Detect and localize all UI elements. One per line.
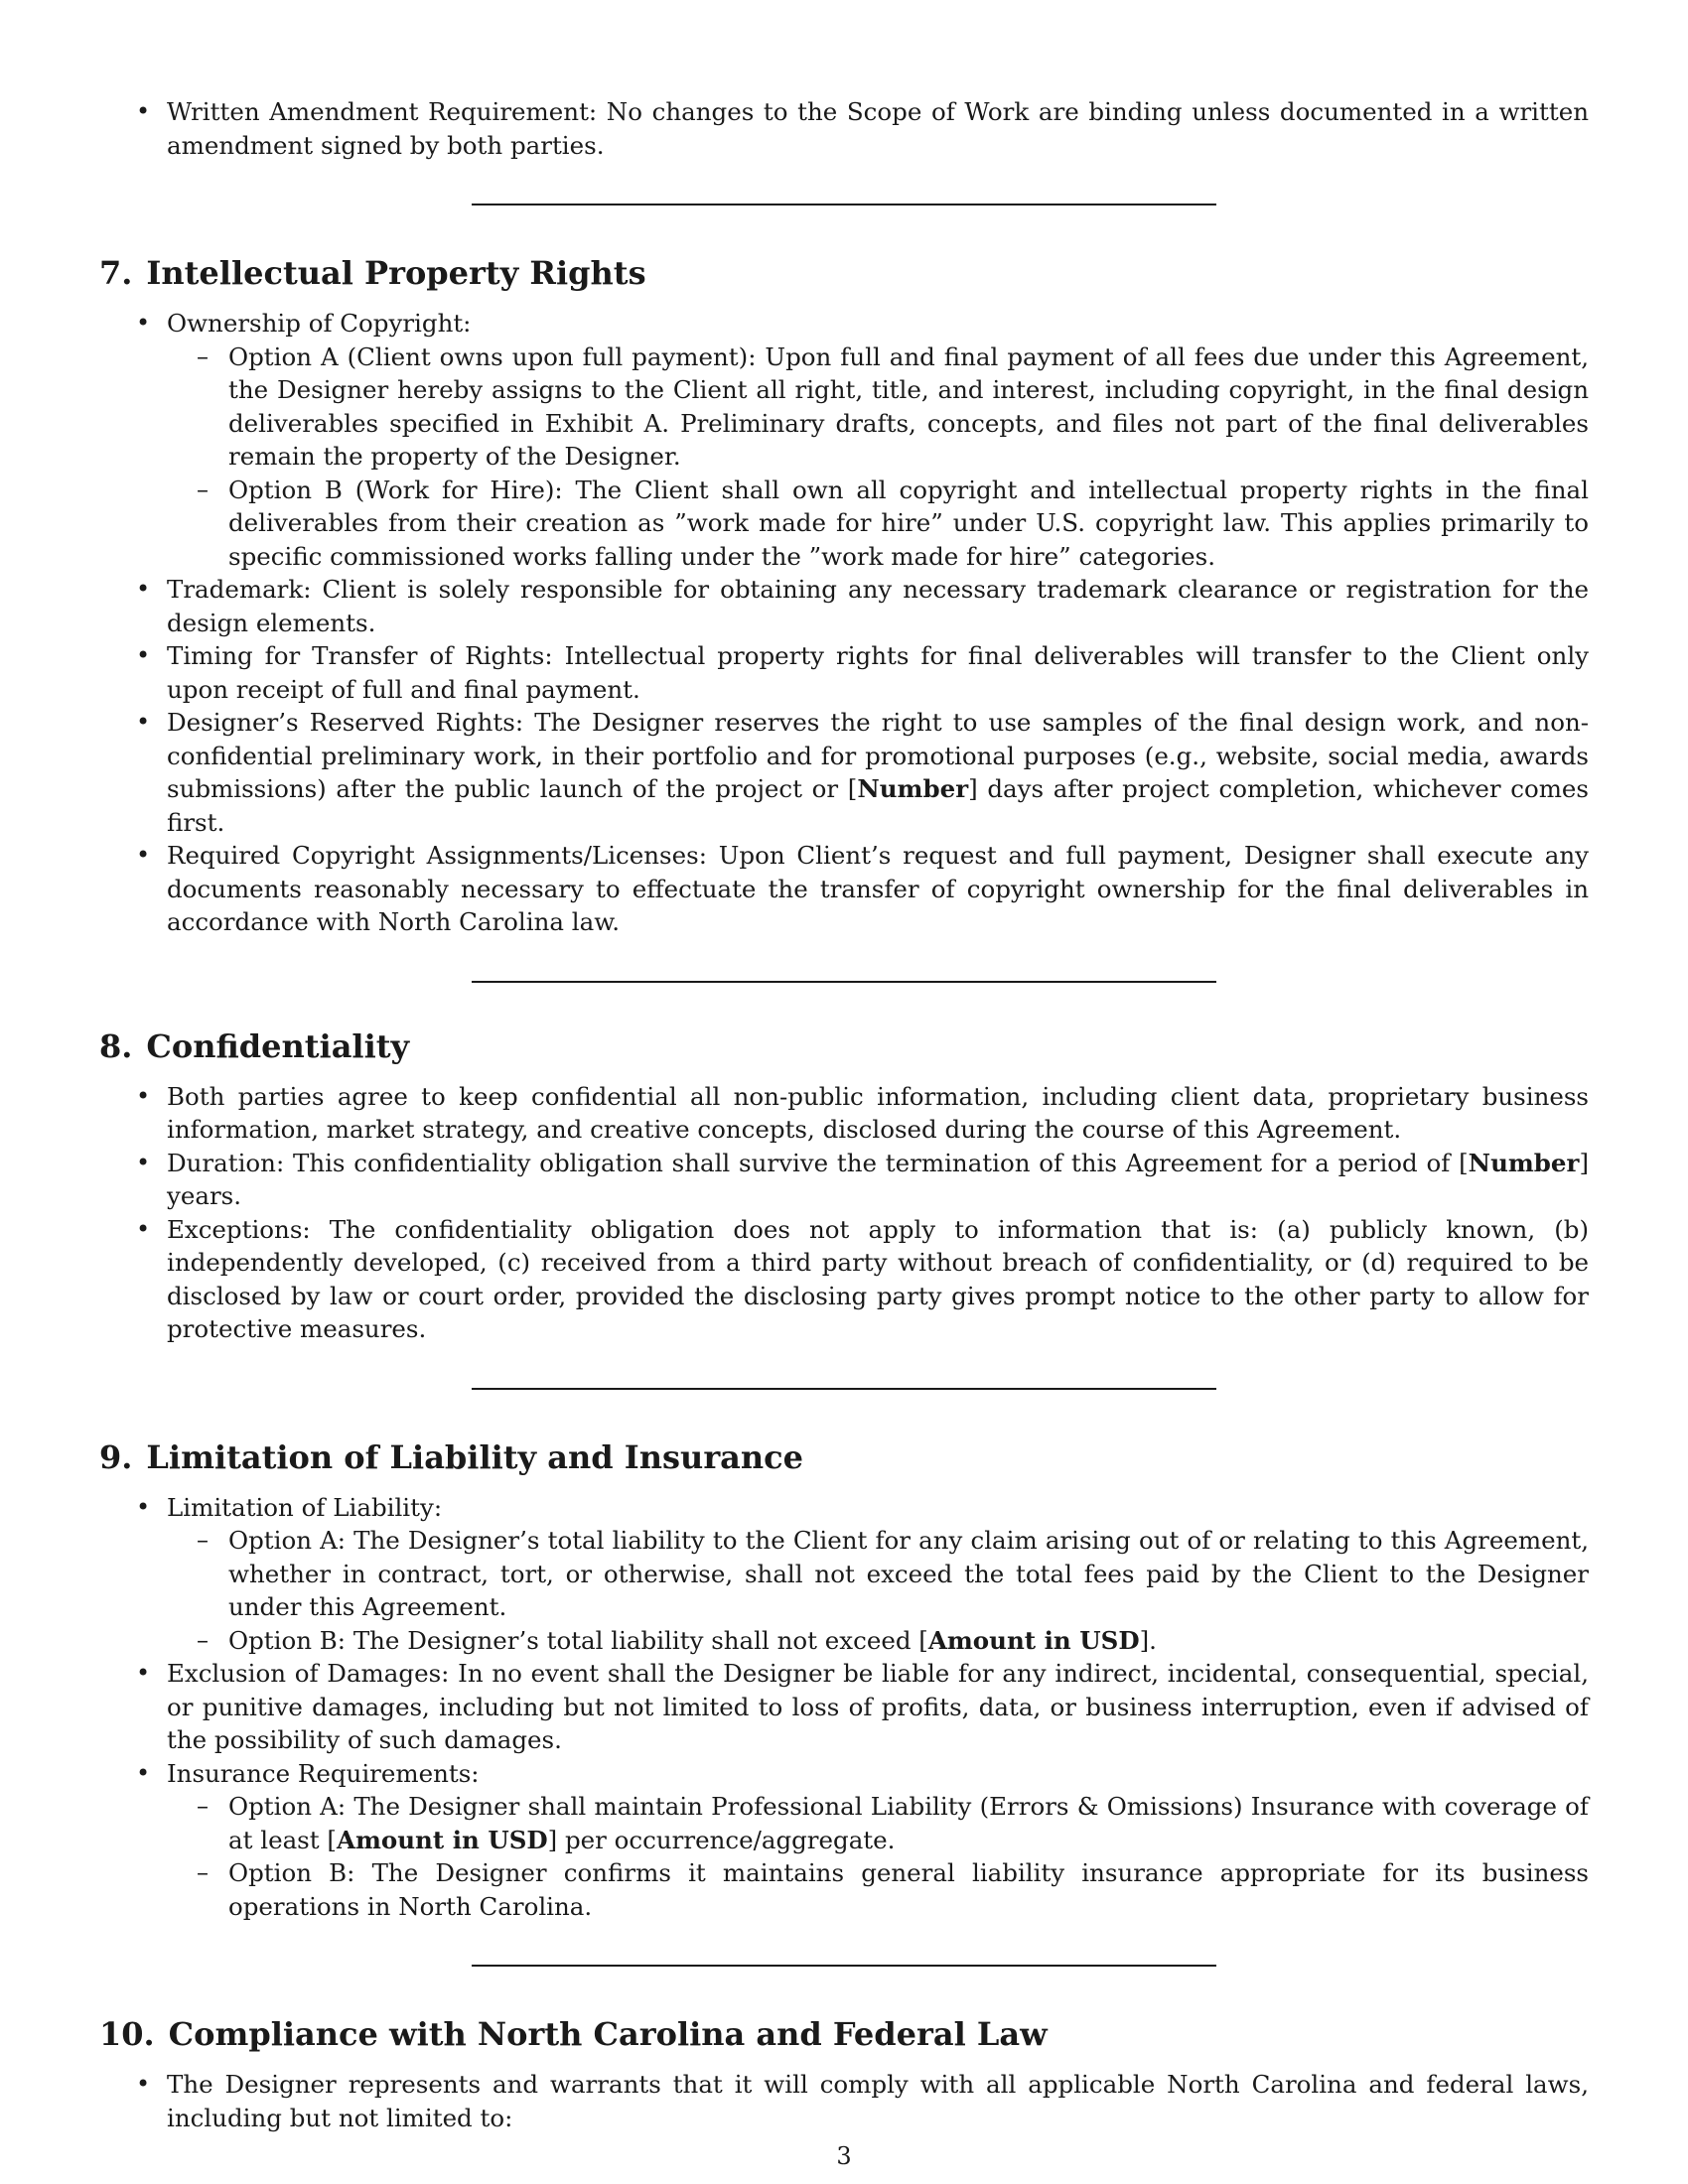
section-8-heading (99, 1026, 1589, 1066)
section-divider (472, 1965, 1216, 1967)
section-7-list (99, 307, 1589, 939)
list-item-exclusion: • Exclusion of Damages: In no event shall the Designer be liable for any indirect, incidental, consequential, special, or punitive damages, including but not limited to loss of profits, data, or business interruption, even if advised of the possibility of such damages. (99, 1657, 1589, 1757)
duration-text-end: ] years. (167, 1148, 1589, 1210)
section-10-number: 10. (99, 2015, 155, 2053)
limitation-label: Limitation of Liability: (167, 1492, 443, 1522)
section-8-number: 8. (99, 1026, 133, 1065)
list-item-written-amendment: • Written Amendment Requirement: No changes to the Scope of Work are binding unless documented in a written amendment signed by both parties. (99, 95, 1589, 162)
placeholder-number: Number (1468, 1148, 1580, 1177)
section-10-list (99, 2068, 1589, 2134)
placeholder-number: Number (857, 774, 969, 803)
list-item-limitation (99, 1491, 1589, 1658)
list-item-compliance: • The Designer represents and warrants that it will comply with all applicable North Carolina and federal laws, including but not limited to: (99, 2068, 1589, 2134)
insurance-option-a-start: Option A: The Designer shall maintain Professional Liability (Errors & Omissions) Insurance with coverage of at least [ (228, 1792, 1589, 1854)
limitation-option-b-start: Option B: The Designer’s total liability shall not exceed [ (228, 1625, 928, 1655)
ownership-label: Ownership of Copyright: (167, 309, 472, 338)
list-item-reserved-rights (99, 706, 1589, 839)
section-9-list (99, 1491, 1589, 1924)
reserved-text-end: ] days after project completion, whichever comes first. (167, 774, 1589, 837)
document-page (99, 95, 1589, 2134)
section-divider (472, 981, 1216, 983)
section-divider (472, 1388, 1216, 1390)
placeholder-amount: Amount in USD (336, 1825, 548, 1854)
insurance-option-a (167, 1790, 1589, 1856)
insurance-option-b: – Option B: The Designer confirms it maintains general liability insurance appropriate for its business operations in North Carolina. (167, 1856, 1589, 1923)
list-item-insurance (99, 1757, 1589, 1924)
section-8-title: Confidentiality (146, 1026, 410, 1065)
section-10-title: Compliance with North Carolina and Federal Law (168, 2015, 1048, 2053)
section-7-heading (99, 253, 1589, 293)
section-7-title: Intellectual Property Rights (146, 254, 646, 292)
intro-list (99, 95, 1589, 162)
limitation-option-a: – Option A: The Designer’s total liability to the Client for any claim arising out of or relating to this Agreement, whether in contract, tort, or otherwise, shall not exceed the total fees paid by the Client to the Designer under this Agreement. (167, 1524, 1589, 1624)
placeholder-amount: Amount in USD (927, 1625, 1140, 1655)
list-item-duration (99, 1147, 1589, 1213)
section-7-number: 7. (99, 254, 133, 292)
list-item-timing: • Timing for Transfer of Rights: Intellectual property rights for final deliverables will transfer to the Client only upon receipt of full and final payment. (99, 639, 1589, 706)
section-9-title: Limitation of Liability and Insurance (146, 1437, 804, 1476)
insurance-option-a-end: ] per occurrence/aggregate. (547, 1825, 896, 1854)
section-10-heading (99, 2014, 1589, 2054)
page-number: 3 (836, 2142, 852, 2170)
limitation-options (167, 1524, 1589, 1657)
section-9-number: 9. (99, 1437, 133, 1476)
list-item-assignments: • Required Copyright Assignments/Licenses: Upon Client’s request and full payment, Designer shall execute any documents reasonably necessary to effectuate the transfer of copyright ownership for the final deliverables in accordance with North Carolina law. (99, 839, 1589, 939)
insurance-options (167, 1790, 1589, 1923)
list-item-exceptions: • Exceptions: The confidentiality obligation does not apply to information that is: (a) publicly known, (b) independently developed, (c) received from a third party without breach of confidentiality, or (d) required to be disclosed by law or court order, provided the disclosing party gives prompt notice to the other party to allow for protective measures. (99, 1213, 1589, 1346)
list-item-trademark: • Trademark: Client is solely responsible for obtaining any necessary trademark clearance or registration for the design elements. (99, 573, 1589, 639)
ownership-option-a: – Option A (Client owns upon full payment): Upon full and final payment of all fees due under this Agreement, the Designer hereby assigns to the Client all right, title, and interest, including copyright, in the final design deliverables specified in Exhibit A. Preliminary drafts, concepts, and files not part of the final deliverables remain the property of the Designer. (167, 341, 1589, 474)
limitation-option-b-end: ]. (1139, 1625, 1157, 1655)
list-item-both-parties: • Both parties agree to keep confidential all non-public information, including client data, proprietary business information, market strategy, and creative concepts, disclosed during the course of this Agreement. (99, 1080, 1589, 1147)
list-item-ownership (99, 307, 1589, 573)
insurance-label: Insurance Requirements: (167, 1758, 480, 1788)
section-divider (472, 204, 1216, 205)
ownership-options (167, 341, 1589, 574)
reserved-text-start: Designer’s Reserved Rights: The Designer reserves the right to use samples of the final design work, and non-confidential preliminary work, in their portfolio and for promotional purposes (e.g., website, social media, awards submissions) after the public launch of the project or [ (167, 708, 1589, 803)
duration-text-start: Duration: This confidentiality obligation shall survive the termination of this Agreement for a period of [ (167, 1148, 1469, 1177)
section-9-heading (99, 1437, 1589, 1477)
section-8-list (99, 1080, 1589, 1346)
ownership-option-b: – Option B (Work for Hire): The Client shall own all copyright and intellectual property rights in the final deliverables from their creation as ”work made for hire” under U.S. copyright law. This applies primarily to specific commissioned works falling under the ”work made for hire” categories. (167, 474, 1589, 574)
limitation-option-b (167, 1624, 1589, 1658)
